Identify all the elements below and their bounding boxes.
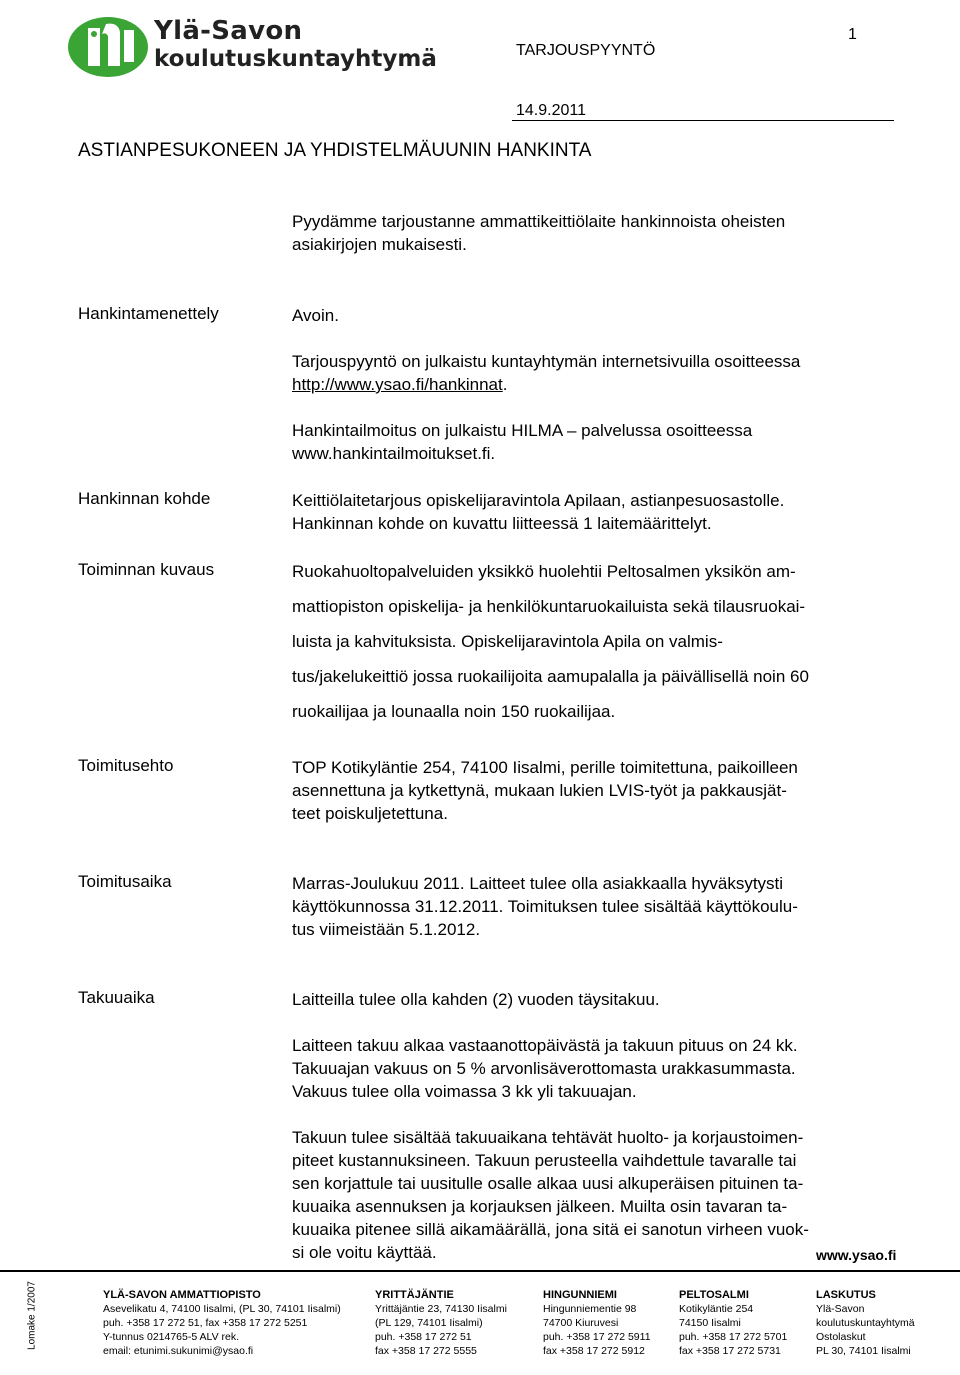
logo-line1: Ylä-Savon (154, 16, 303, 46)
doc-type: TARJOUSPYYNTÖ (516, 42, 656, 59)
takuu-p2-line: Laitteen takuu alkaa vastaanottopäivästä ja takuun pituus on 24 kk. (292, 1036, 798, 1055)
footer-line: puh. +358 17 272 5911 (543, 1331, 651, 1343)
intro (292, 210, 912, 256)
takuu-p3-line: kuuaika asennuksen ja korjauksen jälkeen. Muilta osin tavaran ta- (292, 1197, 788, 1216)
footer-line: Hingunniementie 98 (543, 1303, 637, 1315)
footer-line: 74150 Iisalmi (679, 1317, 741, 1329)
footer-line: (PL 129, 74101 Iisalmi) (375, 1317, 483, 1329)
takuu-p3-line: si ole voitu käyttää. (292, 1243, 437, 1262)
takuu-p2-line: Takuuajan vakuus on 5 % arvonlisäverottomasta urakkasummasta. (292, 1059, 796, 1078)
footer-line: Asevelikatu 4, 74100 Iisalmi, (PL 30, 74101 Iisalmi) (103, 1303, 341, 1315)
label-toimitusehto: Toimitusehto (78, 756, 174, 775)
footer-col-laskutus (816, 1288, 915, 1358)
form-id: Lomake 1/2007 (26, 1281, 38, 1350)
footer-line: fax +358 17 272 5912 (543, 1345, 645, 1357)
hilma-url: www.hankintailmoitukset.fi. (292, 444, 496, 463)
section-takuuaika (292, 988, 922, 1264)
footer-line: koulutuskuntayhtymä (816, 1317, 915, 1329)
header-rule (512, 120, 894, 121)
kohde-line: Keittiölaitetarjous opiskelijaravintola Apilaan, astianpesuosastolle. (292, 491, 785, 510)
footer-line: Kotikyläntie 254 (679, 1303, 754, 1315)
toimitusehto-line: asennettuna ja kytkettynä, mukaan lukien LVIS-työt ja pakkausjät- (292, 781, 787, 800)
section-toimitusehto (292, 756, 922, 825)
kuvaus-line: ruokailijaa ja lounaalla noin 150 ruokailijaa. (292, 702, 616, 721)
hilma-text: Hankintailmoitus on julkaistu HILMA – palvelussa osoitteessa (292, 421, 753, 440)
footer-line: puh. +358 17 272 51 (375, 1331, 472, 1343)
footer-line: Ostolaskut (816, 1331, 866, 1343)
section-kohde (292, 489, 912, 535)
takuu-p3-line: sen korjattule tai uusitulle osalle alkaa uusi alkuperäisen pituinen ta- (292, 1174, 804, 1193)
publication-text: Tarjouspyyntö on julkaistu kuntayhtymän internetsivuilla osoitteessa (292, 352, 801, 371)
logo-mark-icon (66, 14, 150, 78)
toimitusehto-line: TOP Kotikyläntie 254, 74100 Iisalmi, perille toimitettuna, paikoilleen (292, 758, 798, 777)
label-hankintamenettely: Hankintamenettely (78, 304, 219, 323)
footer-col-peltosalmi (679, 1288, 787, 1358)
footer-heading: PELTOSALMI (679, 1289, 749, 1301)
page-title: ASTIANPESUKONEEN JA YHDISTELMÄUUNIN HANKINTA (78, 140, 592, 161)
hankinnat-link[interactable]: http://www.ysao.fi/hankinnat (292, 375, 503, 394)
footer-heading: LASKUTUS (816, 1289, 876, 1301)
intro-line: Pyydämme tarjoustanne ammattikeittiölaite hankinnoista oheisten (292, 212, 786, 231)
label-takuuaika: Takuuaika (78, 988, 155, 1007)
footer-line: PL 30, 74101 Iisalmi (816, 1345, 911, 1357)
doc-date: 14.9.2011 (516, 102, 586, 119)
footer-heading: HINGUNNIEMI (543, 1289, 617, 1301)
footer-line: puh. +358 17 272 5701 (679, 1331, 788, 1343)
publication-link-line (292, 373, 912, 396)
takuu-p3-line: piteet kustannuksineen. Takuun perusteella vaihdettule tavaralle tai (292, 1151, 797, 1170)
label-kohde: Hankinnan kohde (78, 489, 211, 508)
takuu-p3-line: kuuaika pitenee sillä aikamäärällä, jona sitä ei sanotun virheen vuok- (292, 1220, 809, 1239)
logo (66, 14, 437, 78)
footer-rule (0, 1270, 960, 1272)
kuvaus-line: tus/jakelukeittiö jossa ruokailijoita aamupalalla ja päivällisellä noin 60 (292, 667, 809, 686)
footer-heading: YRITTÄJÄNTIE (375, 1289, 454, 1301)
website: www.ysao.fi (816, 1247, 897, 1263)
takuu-p1: Laitteilla tulee olla kahden (2) vuoden täysitakuu. (292, 990, 660, 1009)
kuvaus-line: mattiopiston opiskelija- ja henkilökuntaruokailuista sekä tilausruokai- (292, 597, 806, 616)
kuvaus-line: luista ja kahvituksista. Opiskelijaravintola Apila on valmis- (292, 632, 723, 651)
toimitusehto-line: teet poiskuljetettuna. (292, 804, 448, 823)
section-kuvaus (292, 554, 922, 729)
footer-line: Yrittäjäntie 23, 74130 Iisalmi (375, 1303, 507, 1315)
toimitusaika-line: tus viimeistään 5.1.2012. (292, 920, 481, 939)
toimitusaika-line: Marras-Joulukuu 2011. Laitteet tulee olla asiakkaalla hyväksytysti (292, 874, 784, 893)
footer-line: Ylä-Savon (816, 1303, 865, 1315)
footer-col-hingunniemi (543, 1288, 651, 1358)
takuu-p2-line: Vakuus tulee olla voimassa 3 kk yli takuuajan. (292, 1082, 637, 1101)
procedure-text: Avoin. (292, 306, 339, 325)
footer-line: fax +358 17 272 5731 (679, 1345, 781, 1357)
logo-line2: koulutuskuntayhtymä (154, 46, 437, 72)
footer-line: email: etunimi.sukunimi@ysao.fi (103, 1345, 254, 1357)
footer-col-ammattiopisto (103, 1288, 341, 1358)
page-number: 1 (848, 26, 857, 43)
kohde-line: Hankinnan kohde on kuvattu liitteessä 1 laitemäärittelyt. (292, 514, 712, 533)
footer-line: fax +358 17 272 5555 (375, 1345, 477, 1357)
section-hankintamenettely (292, 304, 912, 465)
takuu-p3-line: Takuun tulee sisältää takuuaikana tehtävät huolto- ja korjaustoimen- (292, 1128, 804, 1147)
footer-line: 74700 Kiuruvesi (543, 1317, 619, 1329)
kuvaus-line: Ruokahuoltopalveluiden yksikkö huolehtii Peltosalmen yksikön am- (292, 562, 796, 581)
toimitusaika-line: käyttökunnossa 31.12.2011. Toimituksen tulee sisältää käyttökoulu- (292, 897, 798, 916)
label-toimitusaika: Toimitusaika (78, 872, 172, 891)
section-toimitusaika (292, 872, 922, 941)
footer-heading: YLÄ-SAVON AMMATTIOPISTO (103, 1289, 261, 1301)
footer-line: puh. +358 17 272 51, fax +358 17 272 5251 (103, 1317, 308, 1329)
link-suffix: . (502, 375, 508, 394)
footer-line: Y-tunnus 0214765-5 ALV rek. (103, 1331, 240, 1343)
label-kuvaus: Toiminnan kuvaus (78, 560, 215, 579)
footer-col-yrittajantie (375, 1288, 507, 1358)
intro-line: asiakirjojen mukaisesti. (292, 235, 467, 254)
